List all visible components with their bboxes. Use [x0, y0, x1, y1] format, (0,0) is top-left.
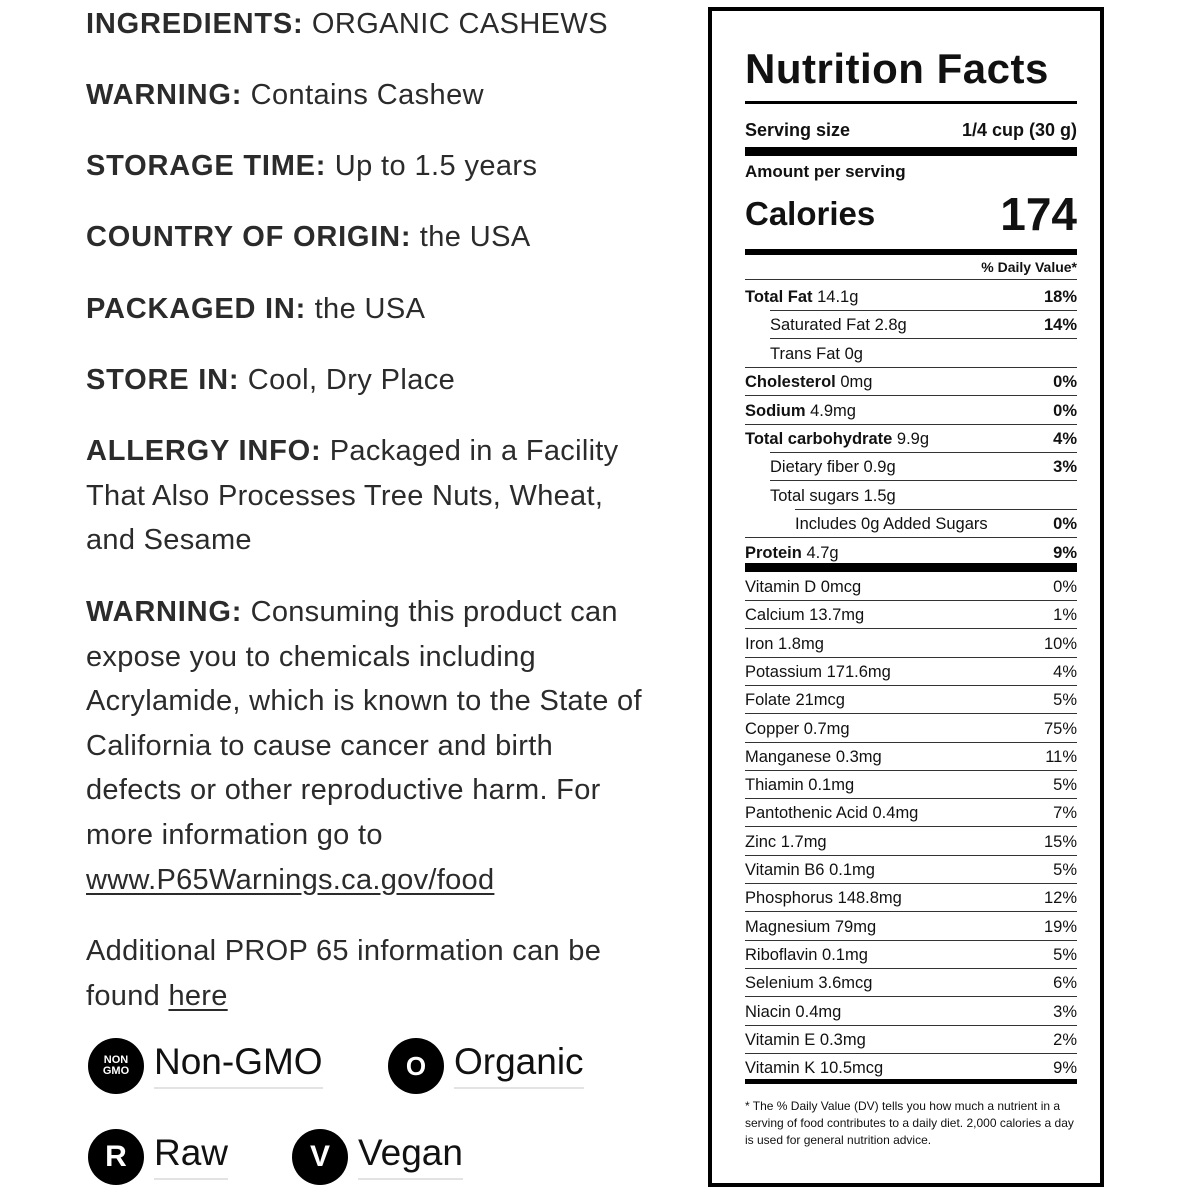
vitamin-mineral-row	[745, 917, 1077, 937]
vitamin-mineral-label: Thiamin 0.1mg	[745, 776, 855, 795]
vitamin-mineral-row	[745, 690, 1077, 710]
nutrient-label: Cholesterol	[745, 373, 836, 392]
nutrient-row	[745, 287, 1077, 307]
prop65-warning	[86, 590, 656, 902]
nutrient-row	[745, 401, 1077, 421]
vitamin-mineral-daily-value: 5%	[1053, 691, 1077, 710]
vitamin-mineral-label: Vitamin B6 0.1mg	[745, 861, 875, 879]
organic-label: Organic	[454, 1043, 584, 1090]
nutrient-daily-value: 18%	[1043, 288, 1077, 306]
non-gmo-label: Non-GMO	[154, 1043, 323, 1090]
vitamin-mineral-row	[745, 860, 1077, 880]
vitamin-mineral-daily-value: 9%	[1053, 1059, 1077, 1078]
store-in-key: STORE IN:	[86, 364, 240, 396]
organic-glyph: O	[405, 1050, 427, 1081]
non-gmo-glyph-bottom: GMO	[102, 1065, 130, 1077]
vitamin-mineral-daily-value: 5%	[1053, 945, 1077, 964]
calories-value: 174	[1000, 188, 1077, 240]
vitamin-mineral-label: Manganese 0.3mg	[745, 747, 882, 766]
row-divider	[745, 367, 1077, 368]
warning-key: WARNING:	[86, 79, 243, 111]
p65-warnings-link[interactable]: www.P65Warnings.ca.gov/food	[86, 863, 495, 896]
storage-time-key: STORAGE TIME:	[86, 150, 327, 182]
bottom-rule	[745, 1079, 1077, 1084]
dv-header-rule	[745, 279, 1077, 280]
daily-value-header-row	[745, 258, 1077, 276]
storage-time-line	[86, 150, 537, 183]
row-divider	[745, 742, 1077, 743]
row-divider	[745, 968, 1077, 969]
vitamin-mineral-label: Magnesium 79mg	[745, 917, 877, 936]
vitamin-mineral-label: Niacin 0.4mg	[745, 1002, 842, 1021]
vitamin-mineral-daily-value: 7%	[1053, 804, 1077, 823]
vitamin-mineral-row	[745, 577, 1077, 597]
warning-contains-line	[86, 79, 484, 112]
vitamin-mineral-label: Copper 0.7mg	[745, 719, 850, 738]
nutrient-label: Trans Fat	[770, 344, 840, 363]
row-divider	[745, 657, 1077, 658]
nutrient-amount: 14.1g	[817, 288, 859, 306]
vitamin-mineral-row	[745, 747, 1077, 767]
nutrient-label: Includes 0g Added Sugars	[795, 515, 988, 534]
row-divider	[745, 424, 1077, 425]
row-divider	[745, 1053, 1077, 1054]
nutrient-label: Dietary fiber	[770, 458, 859, 477]
nutrient-amount: 0mg	[840, 373, 873, 392]
raw-icon	[88, 1129, 144, 1185]
prop65-warning-key: WARNING:	[86, 596, 243, 628]
nutrient-name	[745, 543, 839, 563]
row-divider	[795, 509, 1077, 510]
nutrient-name	[745, 486, 896, 506]
amount-per-serving: Amount per serving	[745, 162, 906, 181]
raw-label: Raw	[154, 1134, 228, 1181]
nutrient-row	[745, 315, 1077, 335]
nutrient-row	[745, 543, 1077, 563]
store-in-line	[86, 364, 455, 397]
nutrient-row	[745, 429, 1077, 449]
nutrient-amount: 2.8g	[874, 316, 907, 335]
nutrient-amount: 1.5g	[863, 486, 896, 505]
vitamin-mineral-daily-value: 12%	[1043, 889, 1077, 908]
nutrient-row	[745, 457, 1077, 477]
prop65-additional-text: Additional PROP 65 information can be found	[86, 935, 602, 1012]
vitamin-mineral-label: Calcium 13.7mg	[745, 606, 865, 625]
daily-value-header: % Daily Value*	[981, 259, 1077, 275]
vitamin-mineral-label: Phosphorus 148.8mg	[745, 889, 902, 908]
badge-raw	[88, 1129, 228, 1185]
nutrient-amount: 4.9mg	[810, 401, 856, 420]
calories-rule	[745, 249, 1077, 255]
nutrient-amount: 0g	[844, 344, 863, 363]
allergy-key: ALLERGY INFO:	[86, 435, 322, 467]
row-divider	[745, 996, 1077, 997]
serving-thick-rule	[745, 147, 1077, 156]
vegan-label: Vegan	[358, 1134, 463, 1181]
nutrient-row	[745, 372, 1077, 392]
nutrient-label: Sodium	[745, 401, 806, 420]
warning-value: Contains Cashew	[242, 79, 484, 111]
row-divider	[745, 855, 1077, 856]
nutrient-name	[745, 401, 856, 421]
vitamin-mineral-label: Potassium 171.6mg	[745, 662, 891, 681]
row-divider	[770, 452, 1077, 453]
nutrient-name	[745, 315, 907, 335]
vitamin-mineral-daily-value: 3%	[1053, 1002, 1077, 1021]
nutrient-name	[745, 514, 988, 534]
vitamin-mineral-label: Vitamin K 10.5mcg	[745, 1059, 884, 1078]
vitamin-mineral-label: Iron 1.8mg	[745, 634, 824, 653]
row-divider	[745, 395, 1077, 396]
nutrient-row	[745, 486, 1077, 506]
row-divider	[745, 883, 1077, 884]
nutrient-label: Saturated Fat	[770, 316, 870, 335]
serving-size-row	[745, 119, 1077, 141]
vitamin-mineral-row	[745, 719, 1077, 739]
prop65-additional	[86, 929, 656, 1018]
nutrient-daily-value: 0%	[1053, 401, 1077, 420]
organic-icon	[388, 1038, 444, 1094]
ingredients-key: INGREDIENTS:	[86, 8, 304, 40]
prop65-warning-text: Consuming this product can expose you to chemicals including Acrylamide, which is known to the State of California to cause cancer and birth defects or other reproductive harm. For more information go to	[86, 596, 642, 851]
vitamin-mineral-label: Vitamin D 0mcg	[745, 578, 862, 596]
row-divider	[745, 1025, 1077, 1026]
calories-label: Calories	[745, 195, 876, 232]
badge-non-gmo	[88, 1038, 323, 1094]
vitamin-mineral-label: Folate 21mcg	[745, 691, 845, 710]
prop65-here-link[interactable]: here	[168, 979, 228, 1012]
nutrient-daily-value: 14%	[1043, 316, 1077, 335]
vitamin-mineral-row	[745, 605, 1077, 625]
vitamin-mineral-daily-value: 11%	[1045, 747, 1077, 766]
nutrient-name	[745, 344, 863, 364]
vitamin-mineral-daily-value: 5%	[1053, 776, 1077, 795]
vitamin-mineral-daily-value: 6%	[1053, 974, 1077, 993]
nutrient-daily-value: 4%	[1053, 430, 1077, 448]
nutrient-daily-value: 9%	[1053, 543, 1077, 562]
nutrient-amount: 9.9g	[896, 430, 930, 448]
vegan-glyph: V	[309, 1140, 330, 1173]
store-in-value: Cool, Dry Place	[239, 364, 456, 396]
nutrient-row	[745, 344, 1077, 364]
vitamin-mineral-label: Zinc 1.7mg	[745, 832, 827, 851]
calories-row	[745, 188, 1077, 240]
nutrient-row	[745, 514, 1077, 534]
row-divider	[745, 628, 1077, 629]
row-divider	[770, 310, 1077, 311]
vitamin-mineral-label: Pantothenic Acid 0.4mg	[745, 804, 919, 823]
vitamin-mineral-daily-value: 19%	[1043, 917, 1077, 936]
row-divider	[745, 798, 1077, 799]
vitamin-mineral-daily-value: 0%	[1053, 578, 1077, 596]
allergy-info	[86, 429, 656, 563]
vitamin-mineral-daily-value: 4%	[1053, 662, 1077, 681]
packaged-in-line	[86, 293, 425, 326]
daily-value-footnote: * The % Daily Value (DV) tells you how much a nutrient in a serving of food contributes to a daily diet. 2,000 calories a day is used for general nutrition advice.	[745, 1099, 1074, 1147]
vitamin-mineral-row	[745, 973, 1077, 993]
vitamin-mineral-label: Riboflavin 0.1mg	[745, 945, 868, 964]
nutrient-daily-value: 0%	[1053, 515, 1077, 534]
vitamin-mineral-row	[745, 1030, 1077, 1050]
vitamin-mineral-row	[745, 888, 1077, 908]
title-rule	[745, 101, 1077, 104]
protein-thick-rule	[745, 563, 1077, 572]
vitamin-mineral-row	[745, 775, 1077, 795]
allergy-value: Packaged in a Facility That Also Processes Tree Nuts, Wheat, and Sesame	[86, 435, 619, 557]
non-gmo-icon	[88, 1038, 144, 1094]
raw-glyph: R	[105, 1140, 127, 1173]
row-divider	[745, 537, 1077, 538]
row-divider	[770, 480, 1077, 481]
nutrient-name	[745, 287, 858, 307]
row-divider	[770, 338, 1077, 339]
row-divider	[745, 826, 1077, 827]
nutrient-label: Total sugars	[770, 486, 859, 505]
nutrient-name	[745, 457, 896, 477]
row-divider	[745, 685, 1077, 686]
country-origin-value: the USA	[411, 221, 531, 253]
vitamin-mineral-daily-value: 75%	[1043, 719, 1077, 738]
nutrient-label: Total Fat	[745, 288, 813, 306]
nutrient-label: Total carbohydrate	[745, 430, 893, 448]
nutrient-name	[745, 429, 929, 449]
badge-vegan	[292, 1129, 463, 1185]
badge-organic	[388, 1038, 584, 1094]
nutrient-amount: 0.9g	[863, 458, 896, 477]
vitamin-mineral-daily-value: 15%	[1043, 832, 1077, 851]
vitamin-mineral-row	[745, 803, 1077, 823]
serving-size-label: Serving size	[745, 120, 851, 140]
vitamin-mineral-daily-value: 5%	[1053, 861, 1077, 879]
nutrient-amount: 4.7g	[806, 543, 839, 562]
amount-per-serving-row	[745, 162, 1077, 182]
vitamin-mineral-label: Vitamin E 0.3mg	[745, 1030, 866, 1049]
vitamin-mineral-label: Selenium 3.6mcg	[745, 974, 873, 993]
vitamin-mineral-row	[745, 945, 1077, 965]
packaged-in-key: PACKAGED IN:	[86, 293, 307, 325]
packaged-in-value: the USA	[306, 293, 426, 325]
ingredients-line	[86, 8, 608, 41]
non-gmo-glyph-top: NON	[103, 1054, 129, 1066]
row-divider	[745, 600, 1077, 601]
country-origin-line	[86, 221, 531, 254]
vitamin-mineral-row	[745, 1058, 1077, 1078]
serving-size-value: 1/4 cup (30 g)	[961, 120, 1077, 140]
vitamin-mineral-daily-value: 10%	[1043, 634, 1077, 653]
nutrient-daily-value: 0%	[1053, 373, 1077, 392]
row-divider	[745, 911, 1077, 912]
row-divider	[745, 713, 1077, 714]
nutrient-label: Protein	[745, 543, 802, 562]
storage-time-value: Up to 1.5 years	[326, 150, 538, 182]
vitamin-mineral-row	[745, 832, 1077, 852]
vegan-icon	[292, 1129, 348, 1185]
nutrient-daily-value: 3%	[1053, 458, 1077, 477]
vitamin-mineral-daily-value: 1%	[1053, 606, 1077, 625]
nutrition-facts-panel	[708, 7, 1104, 1187]
row-divider	[745, 770, 1077, 771]
vitamin-mineral-row	[745, 634, 1077, 654]
nutrition-facts-title: Nutrition Facts	[745, 45, 1049, 92]
row-divider	[745, 940, 1077, 941]
vitamin-mineral-row	[745, 662, 1077, 682]
ingredients-value: ORGANIC CASHEWS	[303, 8, 608, 40]
nutrient-name	[745, 372, 872, 392]
country-origin-key: COUNTRY OF ORIGIN:	[86, 221, 412, 253]
vitamin-mineral-row	[745, 1002, 1077, 1022]
vitamin-mineral-daily-value: 2%	[1053, 1030, 1077, 1049]
